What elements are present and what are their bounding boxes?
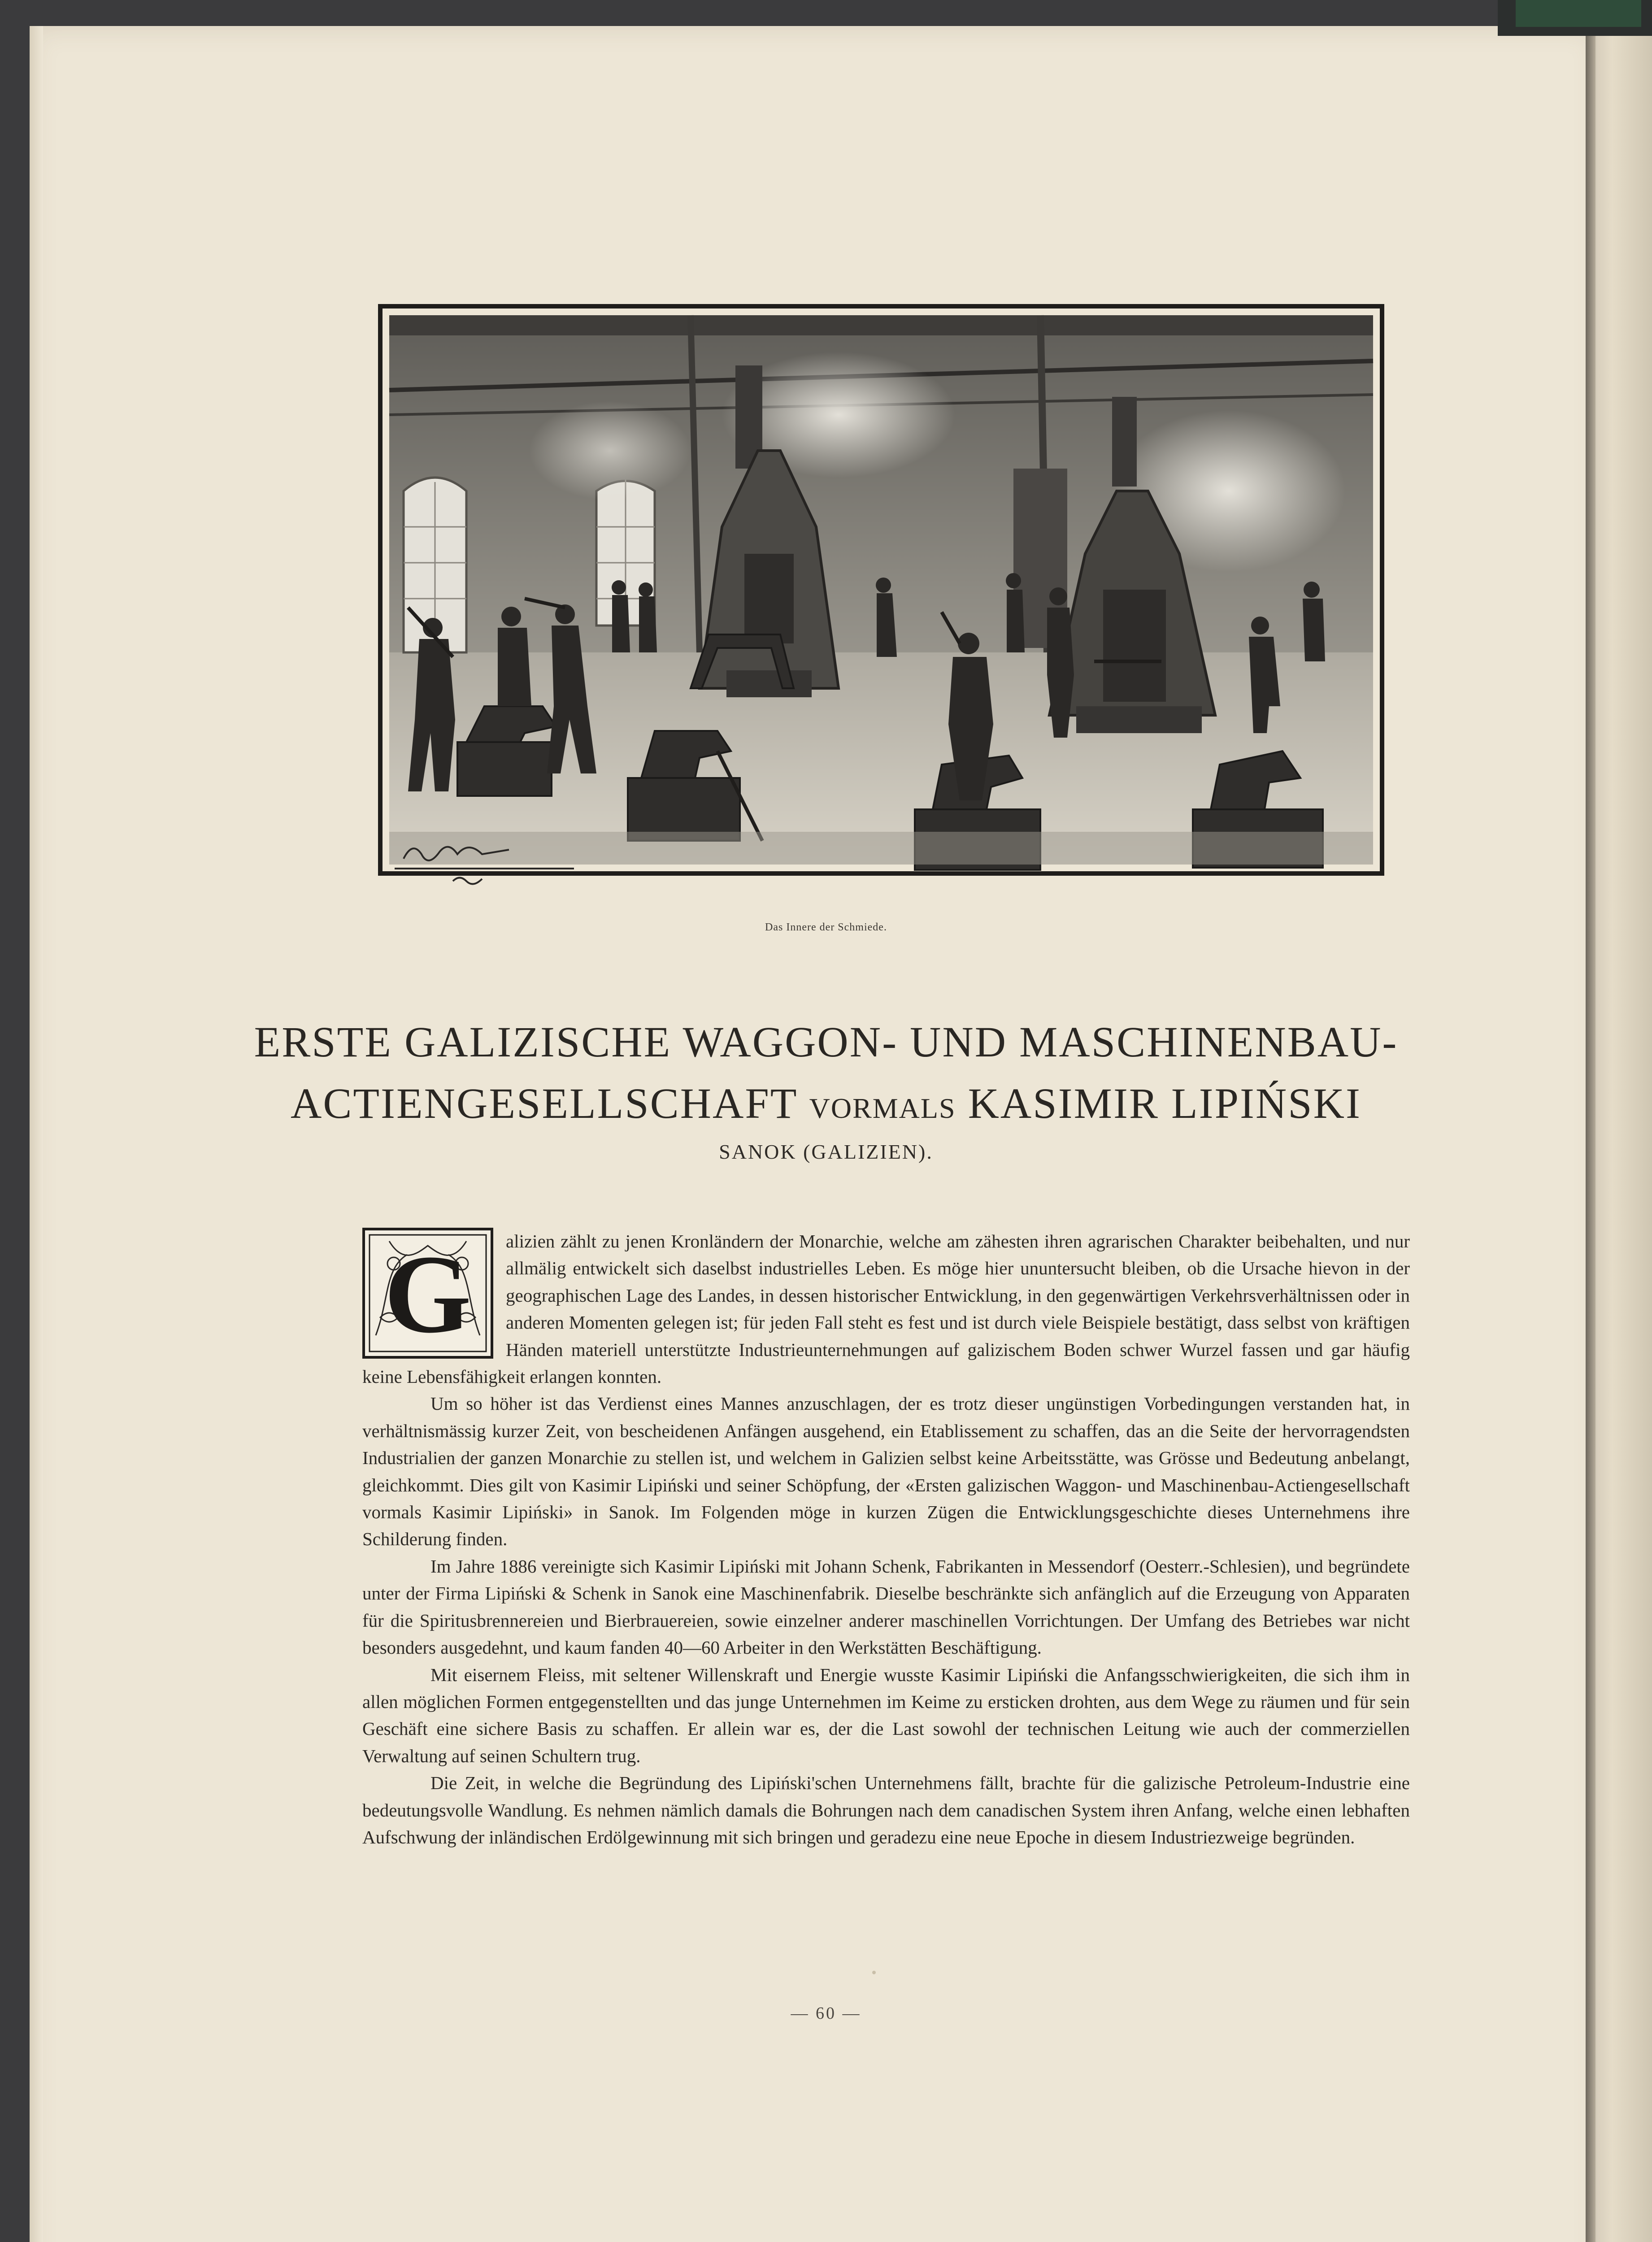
heading-line-2	[0, 1078, 1652, 1128]
ornamental-initial-icon	[362, 1228, 493, 1359]
illustration-caption: Das Innere der Schmiede.	[765, 921, 887, 933]
heading-line-1: ERSTE GALIZISCHE WAGGON- UND MASCHINENBAU-	[254, 1018, 1398, 1066]
paper-speck	[872, 1971, 876, 1974]
next-page-edge	[1586, 18, 1652, 2242]
smithy-interior-engraving-icon	[377, 303, 1386, 886]
heading-founder-name: KASIMIR LIPIŃSKI	[968, 1079, 1361, 1127]
paragraph-4: Mit eisernem Fleiss, mit seltener Willenskraft und Energie wusste Kasimir Lipiński die Anfangsschwierigkeiten, die sich ihm in allen möglichen Formen entgegenstellten und das junge Unternehmen im Keime zu ersticken drohten, aus dem Wege zu räumen und für sein Geschäft eine sichere Basis zu schaffen. Er allein war es, der die Last sowohl der technischen Leitung wie auch der commerziellen Verwaltung auf seinen Schultern trug.	[362, 1664, 1410, 1766]
smithy-illustration	[377, 303, 1386, 886]
paragraph-1: alizien zählt zu jenen Kronländern der Monarchie, welche am zähesten ihren agrarischen Charakter beibehalten, und nur allmälig entwickelt sich daselbst industrielles Leben. Es möge hier ununtersucht bleiben, ob die Ursache hievon in der geographischen Lage des Landes, in dessen historischer Entwicklung, in den gegenwärtigen Verkehrsverhältnissen oder in anderen Momenten gelegen ist; für jeden Fall steht es fest und ist durch viele Beispiele bestätigt, dass selbst von kräftigen Händen materiell unterstützte Industrieunternehmungen auf galizischem Boden schwer Wurzel fassen und gar häufig keine Lebensfähigkeit erlangen konnten.	[362, 1231, 1410, 1387]
paragraph-2: Um so höher ist das Verdienst eines Mannes anzuschlagen, der es trotz dieser ungünstigen Vorbedingungen verstanden hat, in verhältnismässig kurzer Zeit, von bescheidenen Anfängen ausgehend, ein Etablissement zu schaffen, das an die Seite der hervorragendsten Industrialien der ganzen Monarchie zu stellen ist, und welchem in Galizien selbst keine Arbeitsstätte, was Grösse und Bedeutung anbelangt, gleichkommt. Dies gilt von Kasimir Lipiński und seiner Schöpfung, der «Ersten galizischen Waggon- und Maschinenbau-Actiengesellschaft vormals Kasimir Lipiński» in Sanok. Im Folgenden möge in kurzen Zügen die Entwicklungsgeschichte dieses Unternehmens ihre Schilderung finden.	[362, 1393, 1410, 1550]
page-edge	[30, 26, 43, 2242]
paragraph-3: Im Jahre 1886 vereinigte sich Kasimir Lipiński mit Johann Schenk, Fabrikanten in Messendorf (Oesterr.-Schlesien), und begründete unter der Firma Lipiński & Schenk in Sanok eine Maschinenfabrik. Dieselbe beschränkte sich anfänglich auf die Erzeugung von Apparaten für die Spiritusbrennereien und Bierbrauereien, sowie einzelner anderer maschinellen Vorrichtungen. Der Umfang des Betriebes war nicht besonders ausgedehnt, und kaum fanden 40—60 Arbeiter in den Werkstätten Beschäftigung.	[362, 1555, 1410, 1658]
paragraph-5: Die Zeit, in welche die Begründung des Lipiński'schen Unternehmens fällt, brachte für die galizische Petroleum-Industrie eine bedeutungsvolle Wandlung. Es nehmen nämlich damals die Bohrungen nach dem canadischen System ihren Anfang, welche einen lebhaften Aufschwung der inländischen Erdölgewinnung mit sich bringen und geradezu eine neue Epoche in diesem Industriezweige begründen.	[362, 1773, 1410, 1847]
scan-background	[1498, 0, 1652, 36]
article-body	[362, 1228, 1410, 1851]
dropcap-letter: G	[384, 1232, 472, 1356]
heading-vormals: VORMALS	[809, 1092, 956, 1124]
heading-company-word: ACTIENGESELLSCHAFT	[291, 1079, 797, 1127]
heading-location: SANOK (GALIZIEN).	[719, 1140, 933, 1163]
page-number: — 60 —	[791, 2004, 861, 2023]
